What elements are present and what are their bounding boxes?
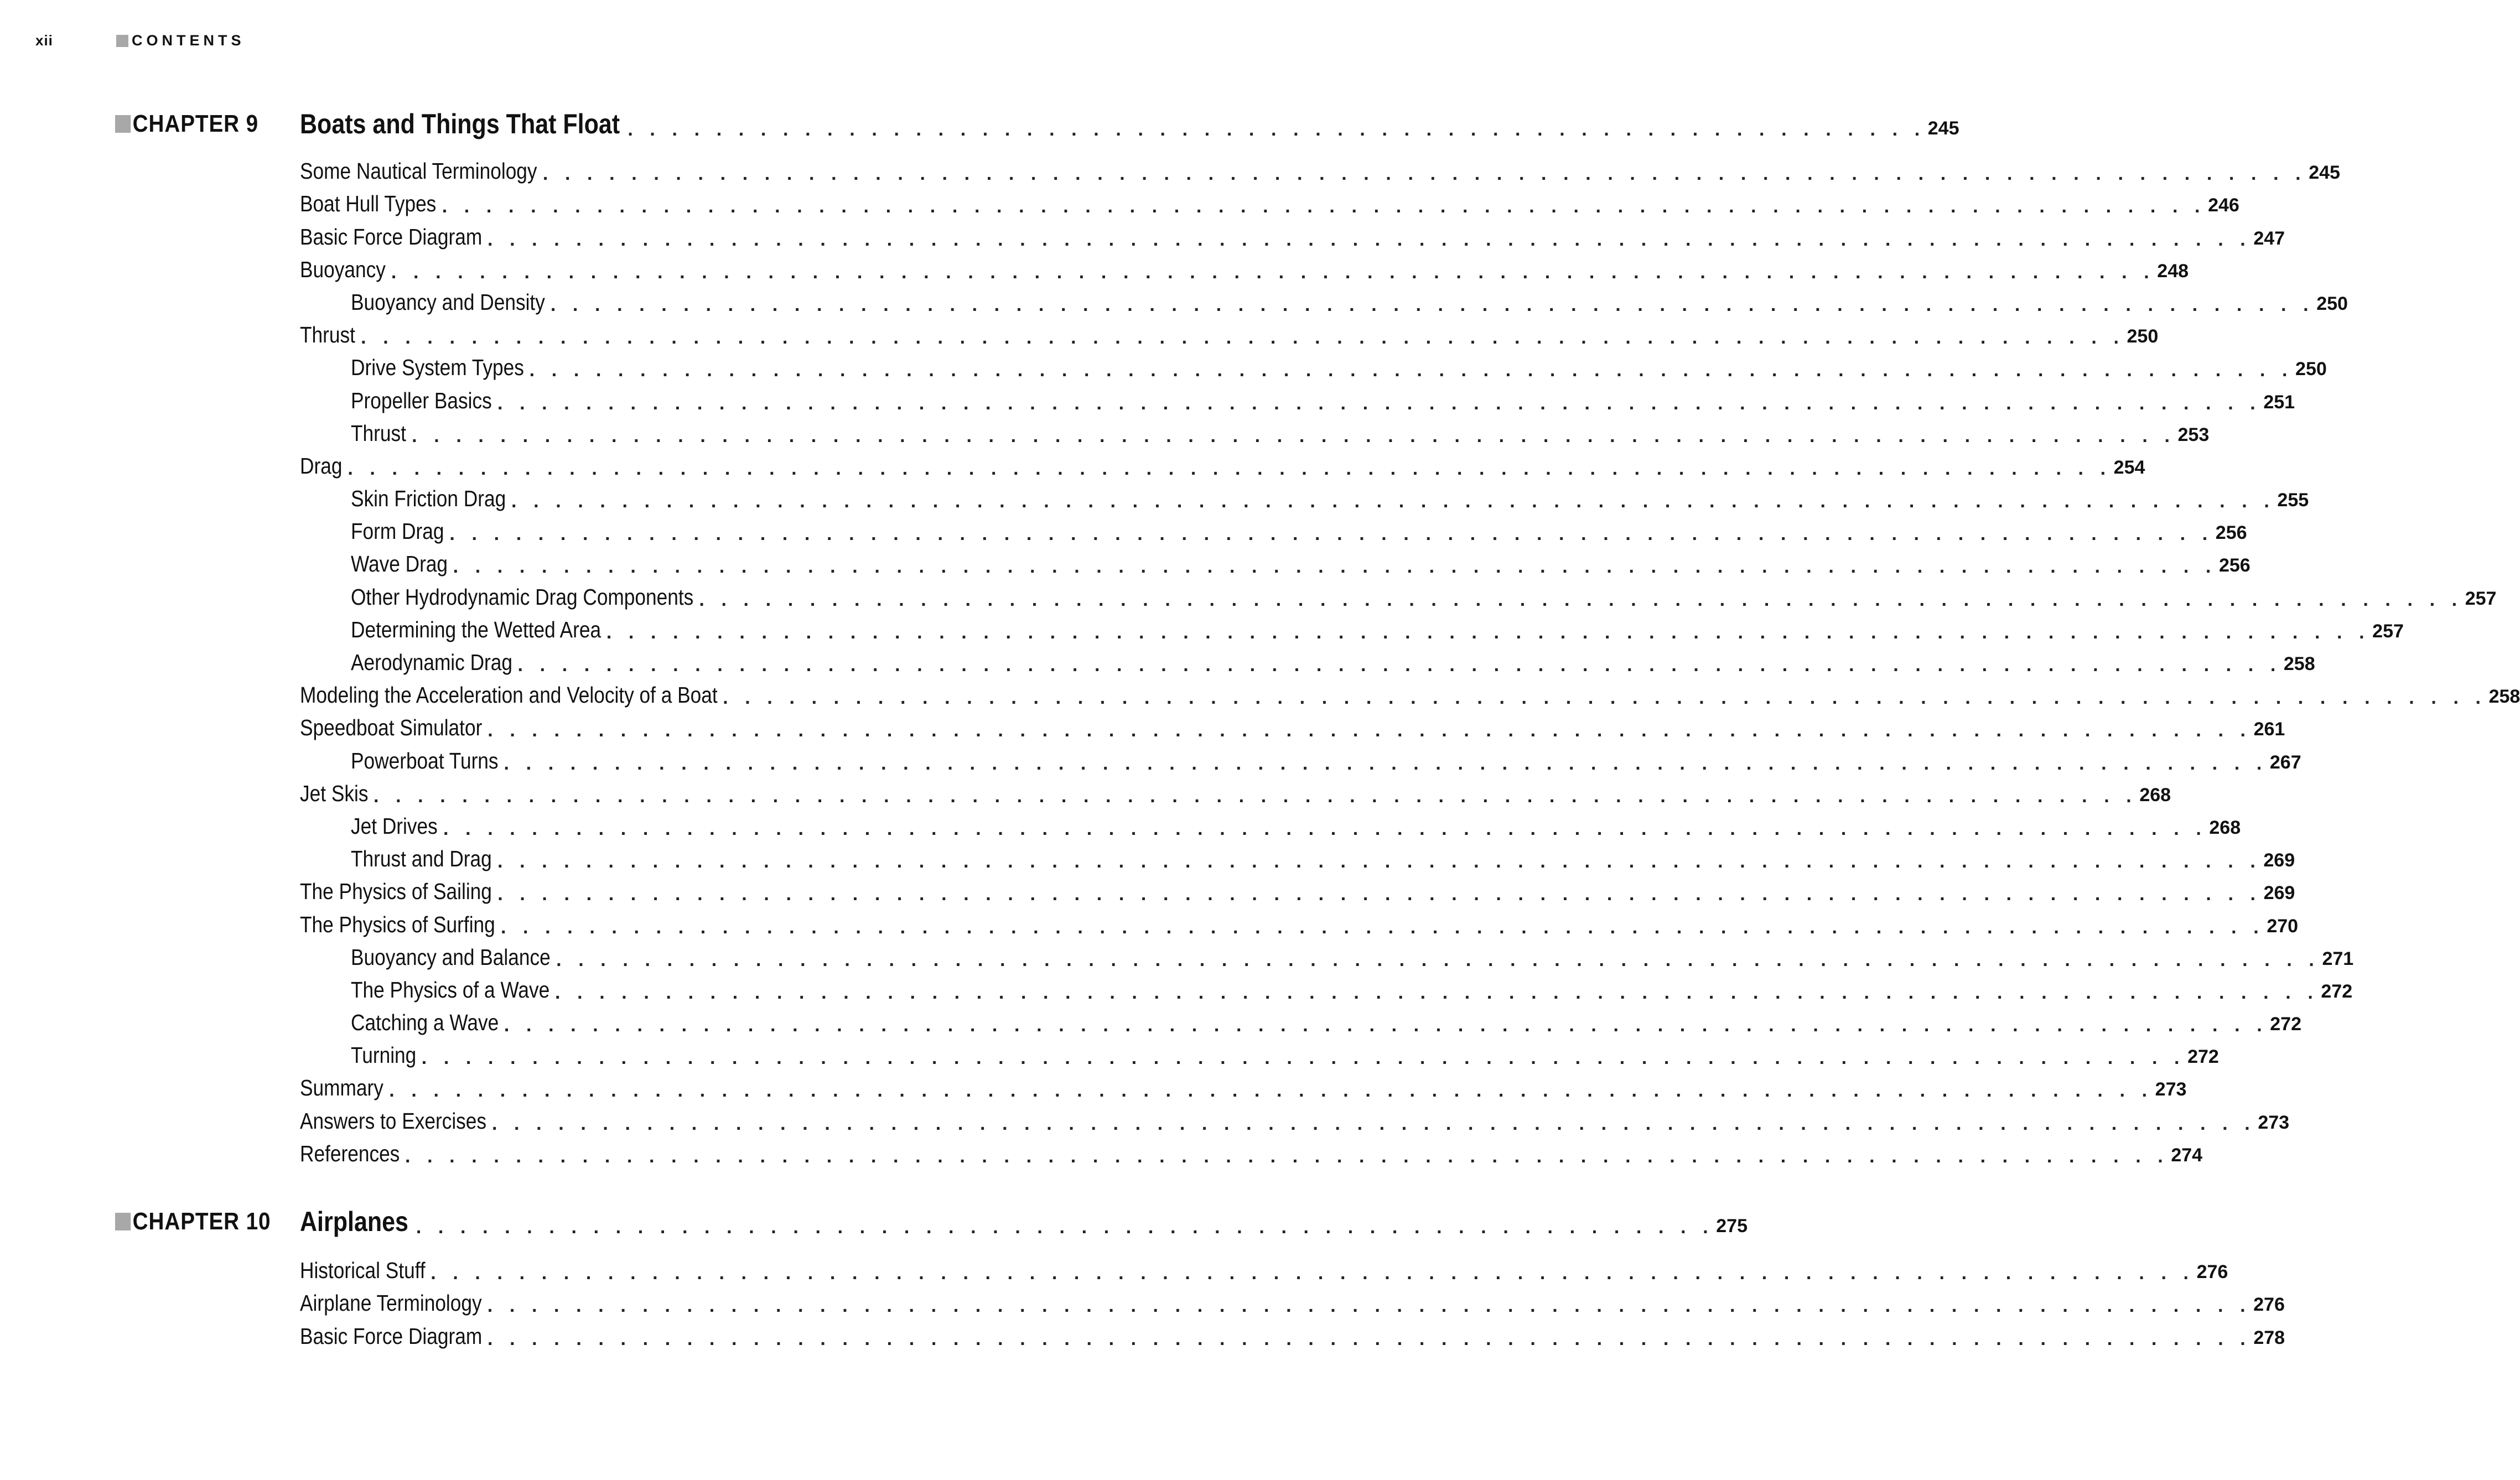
page-number: xii: [35, 32, 53, 49]
toc-entry-title: Jet Drives: [351, 813, 438, 839]
toc-entry-list: [300, 1251, 2285, 1350]
toc-entry-title: Catching a Wave: [351, 1010, 499, 1036]
toc-entry-title: The Physics of Surfing: [300, 911, 495, 937]
toc-entry-page-number: 253: [2177, 424, 2210, 445]
dot-leader: . . . . . . . . . . . . . . . . . . . . . . . . . . . . . . . . . . . . . . . . . . . . . . . . . . . . . . . . . . . . . . . . . . . . . . . . . . . . . . . .: [431, 1263, 2195, 1284]
dot-leader: . . . . . . . . . . . . . . . . . . . . . . . . . . . . . . . . . . . . . . . . . . . . . . . . . . . . . . . . . . . . . . . . . . . . . . . . . . . . . . . .: [504, 1015, 2268, 1036]
toc-entry-page-number: 250: [2295, 359, 2327, 380]
chapter-page-number: 245: [1927, 118, 1959, 139]
dot-leader: . . . . . . . . . . . . . . . . . . . . . . . . . . . . . . . . . . . . . . . . . . . . . . . . . . . . . . . . . . .: [416, 1217, 1714, 1238]
dot-leader: . . . . . . . . . . . . . . . . . . . . . . . . . . . . . . . . . . . . . . . . . . . . . . . . . . . . . . . . . . . . . . . . . . . . . . . . . . . . . . . .: [556, 949, 2320, 970]
toc-entry-page-number: 278: [2253, 1327, 2285, 1348]
toc-entry-title: Thrust: [300, 322, 355, 348]
chapter-label: [115, 107, 258, 141]
dot-leader: . . . . . . . . . . . . . . . . . . . . . . . . . . . . . . . . . . . . . . . . . . . . . . . . . . . . . . . . . . . . . . . . . . . . . . . . . . . . . . . .: [443, 818, 2207, 839]
toc-entry-title: Thrust: [351, 420, 406, 446]
toc-entry-title: Historical Stuff: [300, 1258, 426, 1284]
dot-leader: . . . . . . . . . . . . . . . . . . . . . . . . . . . . . . . . . . . . . . . . . . . . . . . . . . . . . . . . . . . . . . . . . . . . . . . . . . . . . . . .: [529, 360, 2294, 381]
toc-entry-page-number: 261: [2253, 719, 2285, 740]
toc-entry-page-number: 268: [2209, 817, 2241, 838]
toc-entry-title: Other Hydrodynamic Drag Components: [351, 584, 694, 610]
toc-entry-title: Jet Skis: [300, 780, 369, 806]
dot-leader: . . . . . . . . . . . . . . . . . . . . . . . . . . . . . . . . . . . . . . . . . . . . . . . . . . . . . . . . . . . . . . . . . . . . . . . . . . . . . . . .: [449, 523, 2213, 545]
toc-entry-page-number: 255: [2277, 490, 2309, 511]
toc-entry-page-number: 251: [2263, 391, 2295, 413]
toc-entry[interactable]: [300, 709, 2285, 741]
toc-entry-title: Drive System Types: [351, 355, 524, 381]
toc-entry[interactable]: [300, 807, 2241, 840]
toc-entry-title: Buoyancy: [300, 256, 386, 282]
toc-entry-title: Answers to Exercises: [300, 1108, 487, 1134]
running-head: [116, 32, 245, 49]
dot-leader: . . . . . . . . . . . . . . . . . . . . . . . . . . . . . . . . . . . . . . . . . . . . . . . . . . . . . . . . . . . . . . . . . . . . . . . . . . . . . . . .: [517, 655, 2282, 676]
toc-entry-page-number: 273: [2258, 1112, 2290, 1133]
running-head-text: CONTENTS: [132, 32, 245, 49]
dot-leader: . . . . . . . . . . . . . . . . . . . . . . . . . . . . . . . . . . . . . . . . . . . . . . . . . . . . . . . . . . . . . . . . . . . . . . . . . . . . . . . .: [374, 785, 2138, 807]
toc-entry[interactable]: [300, 480, 2309, 512]
toc-entry-title: Thrust and Drag: [351, 846, 492, 872]
chapter-label-text: CHAPTER 10: [132, 1208, 271, 1235]
toc-entry-page-number: 257: [2372, 620, 2404, 642]
chapter-title: Airplanes: [300, 1206, 408, 1237]
toc-entry[interactable]: [300, 1251, 2228, 1284]
toc-entry-page-number: 272: [2187, 1046, 2219, 1068]
toc-entry[interactable]: [300, 414, 2210, 447]
chapter-label-text: CHAPTER 9: [132, 110, 259, 137]
toc-entry-title: Propeller Basics: [351, 387, 492, 413]
dot-leader: . . . . . . . . . . . . . . . . . . . . . . . . . . . . . . . . . . . . . . . . . . . . . . . . . . . . . . . . . . . . . . . . . . . . . . . . . . . . . . . .: [361, 327, 2125, 349]
toc-entry-title: Airplane Terminology: [300, 1290, 482, 1316]
toc-entry-page-number: 271: [2322, 948, 2354, 969]
toc-entry[interactable]: [300, 1004, 2301, 1036]
toc-entry-page-number: 245: [2309, 162, 2340, 184]
running-header: [35, 31, 367, 53]
toc-entry-page-number: 276: [2253, 1294, 2285, 1316]
dot-leader: . . . . . . . . . . . . . . . . . . . . . . . . . . . . . . . . . . . . . . . . . . . . . . . . . . . . . . . . . . . . . . . . . . . . . . . . . . . . . . . .: [391, 261, 2155, 283]
dot-leader: . . . . . . . . . . . . . . . . . . . . . . . . . . . . . . . . . . . . . . . . . . . . . . . . . . . . . . . . . . . . . . . . . . . . . . . . . . . . . . . .: [550, 294, 2315, 315]
dot-leader: . . . . . . . . . . . . . . . . . . . . . . . . . . . . . . . . . . . . . . . . . . . . . . . . . . . . . . . . . . . . . . . . . . . . . . . . . . . . . . . .: [487, 1295, 2252, 1317]
toc-entry[interactable]: [300, 873, 2295, 905]
dot-leader: . . . . . . . . . . . . . . . . . . . . . . . . . . . . . . . . . . . . . . . . . . . . . . . . . . . . . . . . . . . . . . . . . . . . . . . . . . . . . . . .: [497, 884, 2262, 905]
toc-entry[interactable]: [300, 349, 2327, 381]
toc-entry[interactable]: [300, 152, 2340, 185]
chapter-title-row[interactable]: [300, 1205, 1748, 1238]
dot-leader: . . . . . . . . . . . . . . . . . . . . . . . . . . . . . . . . . . . . . . . . . . . . . . . . . . . . . . . . . . . . . . . . . . . . . . . . . . . . . . . .: [500, 916, 2265, 938]
dot-leader: . . . . . . . . . . . . . . . . . . . . . . . . . . . . . . . . . . . . . . . . . . . . . . . . . . . . . . . . . . . . . . . . . . . . . . . . . . . . . . . .: [497, 392, 2262, 414]
dot-leader: . . . . . . . . . . . . . . . . . . . . . . . . . . . . . . . . . . . . . . . . . . . . . . . . . . . . . . . . . . . . . . . . . . . . . . . . . . . . . . . .: [699, 589, 2463, 610]
toc-entry-page-number: 268: [2139, 784, 2171, 806]
toc-entry-page-number: 256: [2215, 522, 2247, 544]
dot-leader: . . . . . . . . . . . . . . . . . . . . . . . . . . . . . . . . . . . . . . . . . . . . . . . . . . . . . . . . . . . . . . . . . . . . . . . . . . . . . . . .: [723, 687, 2487, 709]
toc-entry[interactable]: [300, 512, 2247, 545]
toc-entry[interactable]: [300, 775, 2171, 807]
toc-entry[interactable]: [300, 1102, 2290, 1134]
dot-leader: . . . . . . . . . . . . . . . . . . . . . . . . . . . . . . . . . . . . . . . . . . . . . . . . . . . . . . . . . . . . . . . . . . . . . . . . . . . . . . . .: [606, 621, 2371, 643]
dot-leader: . . . . . . . . . . . . . . . . . . . . . . . . . . . . . . . . . . . . . . . . . . . . . . . . . . . . . . . . . . . . . . . . . . . . . . . . . . . . . . . .: [488, 720, 2252, 741]
toc-entry[interactable]: [300, 185, 2239, 217]
dot-leader: . . . . . . . . . . . . . . . . . . . . . . . . . . . . . . . . . . . . . . . . . . . . . . . . . . . . . . . . . . . . . . . . . . . . . . . . . . . . . . . .: [555, 982, 2319, 1003]
toc-entry-page-number: 273: [2155, 1079, 2187, 1100]
toc-entry[interactable]: [300, 381, 2295, 414]
toc-entry-title: Some Nautical Terminology: [300, 158, 537, 184]
toc-entry-title: Basic Force Diagram: [300, 1323, 483, 1349]
gray-square-marker: [115, 1213, 131, 1230]
toc-entry-page-number: 269: [2263, 850, 2295, 871]
chapter-label: [115, 1205, 271, 1238]
dot-leader: . . . . . . . . . . . . . . . . . . . . . . . . . . . . . . . . . . . . . . . . . . . . . . . . . . . . . . . . . . . . . . . . . . . . . . . . . . . . . . . .: [487, 1328, 2252, 1349]
toc-entry-page-number: 248: [2157, 260, 2189, 282]
toc-entry-page-number: 256: [2218, 555, 2251, 577]
toc-entry[interactable]: [300, 741, 2301, 774]
toc-entry[interactable]: [300, 1135, 2203, 1167]
toc-entry-title: Wave Drag: [351, 551, 448, 577]
toc-entry[interactable]: [300, 251, 2189, 283]
toc-entry[interactable]: [300, 676, 2520, 709]
toc-entry-title: Skin Friction Drag: [351, 486, 506, 512]
toc-entry-page-number: 267: [2269, 751, 2301, 773]
toc-entry[interactable]: [300, 905, 2299, 938]
toc-entry[interactable]: [300, 578, 2497, 610]
toc-entry-title: Speedboat Simulator: [300, 715, 483, 741]
toc-entry-page-number: 250: [2316, 293, 2348, 314]
toc-entry[interactable]: [300, 1317, 2285, 1349]
toc-entry-page-number: 254: [2113, 456, 2145, 478]
toc-entry[interactable]: [300, 217, 2285, 250]
toc-entry-title: Determining the Wetted Area: [351, 616, 602, 642]
toc-entry-title: Buoyancy and Balance: [351, 944, 551, 970]
toc-entry[interactable]: [300, 611, 2404, 643]
chapter-title-row[interactable]: [300, 107, 1959, 141]
dot-leader: . . . . . . . . . . . . . . . . . . . . . . . . . . . . . . . . . . . . . . . . . . . . . . . . . . . . . . . . . . . . . . . . . . . . . . . . . . . . . . . .: [348, 458, 2112, 479]
gray-square-marker: [116, 35, 128, 47]
dot-leader: . . . . . . . . . . . . . . . . . . . . . . . . . . . . . . . . . . . . . . . . . . . . . . . . . . . . . . . . . . . . . . . . . . . . . . . . . . . . . . . .: [497, 851, 2262, 873]
toc-entry-page-number: 272: [2321, 980, 2353, 1002]
toc-entry[interactable]: [300, 283, 2348, 316]
toc-entry-title: Boat Hull Types: [300, 191, 437, 217]
toc-entry-list: [300, 152, 2520, 1167]
gray-square-marker: [115, 115, 131, 133]
toc-entry[interactable]: [300, 316, 2159, 349]
dot-leader: . . . . . . . . . . . . . . . . . . . . . . . . . . . . . . . . . . . . . . . . . . . . . . . . . . . . . . . . . . .: [628, 119, 1926, 140]
toc-entry-title: Summary: [300, 1075, 383, 1101]
toc-entry-page-number: 272: [2270, 1014, 2301, 1035]
toc-entry-page-number: 258: [2283, 653, 2315, 674]
toc-entry-title: Turning: [351, 1042, 417, 1068]
toc-entry-title: Powerboat Turns: [351, 747, 499, 773]
toc-entry[interactable]: [300, 447, 2145, 480]
toc-entry[interactable]: [300, 971, 2353, 1004]
dot-leader: . . . . . . . . . . . . . . . . . . . . . . . . . . . . . . . . . . . . . . . . . . . . . . . . . . . . . . . . . . . . . . . . . . . . . . . . . . . . . . . .: [405, 1145, 2169, 1167]
toc-entry-title: References: [300, 1140, 400, 1166]
dot-leader: . . . . . . . . . . . . . . . . . . . . . . . . . . . . . . . . . . . . . . . . . . . . . . . . . . . . . . . . . . . . . . . . . . . . . . . . . . . . . . . .: [453, 556, 2217, 578]
toc-entry-page-number: 250: [2127, 326, 2159, 347]
dot-leader: . . . . . . . . . . . . . . . . . . . . . . . . . . . . . . . . . . . . . . . . . . . . . . . . . . . . . . . . . . . . . . . . . . . . . . . . . . . . . . . .: [389, 1080, 2153, 1102]
toc-entry[interactable]: [300, 1069, 2187, 1102]
toc-entry-page-number: 247: [2253, 227, 2285, 249]
toc-entry[interactable]: [300, 938, 2354, 971]
dot-leader: . . . . . . . . . . . . . . . . . . . . . . . . . . . . . . . . . . . . . . . . . . . . . . . . . . . . . . . . . . . . . . . . . . . . . . . . . . . . . . . .: [442, 196, 2206, 217]
toc-entry-title: The Physics of a Wave: [351, 977, 550, 1003]
toc-entry-title: Modeling the Acceleration and Velocity of a Boat: [300, 682, 718, 708]
dot-leader: . . . . . . . . . . . . . . . . . . . . . . . . . . . . . . . . . . . . . . . . . . . . . . . . . . . . . . . . . . . . . . . . . . . . . . . . . . . . . . . .: [421, 1047, 2186, 1069]
toc-entry-title: Buoyancy and Density: [351, 289, 545, 315]
toc-entry-page-number: 274: [2171, 1144, 2203, 1166]
chapter-page-number: 275: [1716, 1216, 1748, 1237]
toc-entry-title: Drag: [300, 453, 343, 479]
toc-entry[interactable]: [300, 643, 2315, 676]
toc-entry[interactable]: [300, 1036, 2219, 1069]
dot-leader: . . . . . . . . . . . . . . . . . . . . . . . . . . . . . . . . . . . . . . . . . . . . . . . . . . . . . . . . . . . . . . . . . . . . . . . . . . . . . . . .: [542, 163, 2307, 185]
toc-entry-page-number: 270: [2267, 915, 2299, 937]
toc-entry-page-number: 257: [2465, 588, 2497, 609]
toc-entry-page-number: 258: [2488, 686, 2520, 708]
toc-entry[interactable]: [300, 840, 2295, 873]
toc-entry-title: Form Drag: [351, 518, 444, 544]
dot-leader: . . . . . . . . . . . . . . . . . . . . . . . . . . . . . . . . . . . . . . . . . . . . . . . . . . . . . . . . . . . . . . . . . . . . . . . . . . . . . . . .: [491, 1113, 2256, 1134]
dot-leader: . . . . . . . . . . . . . . . . . . . . . . . . . . . . . . . . . . . . . . . . . . . . . . . . . . . . . . . . . . . . . . . . . . . . . . . . . . . . . . . .: [487, 229, 2252, 250]
dot-leader: . . . . . . . . . . . . . . . . . . . . . . . . . . . . . . . . . . . . . . . . . . . . . . . . . . . . . . . . . . . . . . . . . . . . . . . . . . . . . . . .: [412, 425, 2176, 446]
toc-entry-title: Basic Force Diagram: [300, 224, 483, 250]
dot-leader: . . . . . . . . . . . . . . . . . . . . . . . . . . . . . . . . . . . . . . . . . . . . . . . . . . . . . . . . . . . . . . . . . . . . . . . . . . . . . . . .: [504, 752, 2268, 774]
toc-entry-page-number: 276: [2196, 1261, 2228, 1283]
toc-entry-title: The Physics of Sailing: [300, 879, 492, 905]
chapter-title: Boats and Things That Float: [300, 108, 620, 139]
toc-entry[interactable]: [300, 545, 2251, 578]
toc-entry-page-number: 269: [2263, 882, 2295, 904]
toc-entry[interactable]: [300, 1284, 2285, 1317]
dot-leader: . . . . . . . . . . . . . . . . . . . . . . . . . . . . . . . . . . . . . . . . . . . . . . . . . . . . . . . . . . . . . . . . . . . . . . . . . . . . . . . .: [511, 491, 2275, 512]
toc-entry-title: Aerodynamic Drag: [351, 650, 512, 675]
toc-entry-page-number: 246: [2208, 195, 2239, 216]
